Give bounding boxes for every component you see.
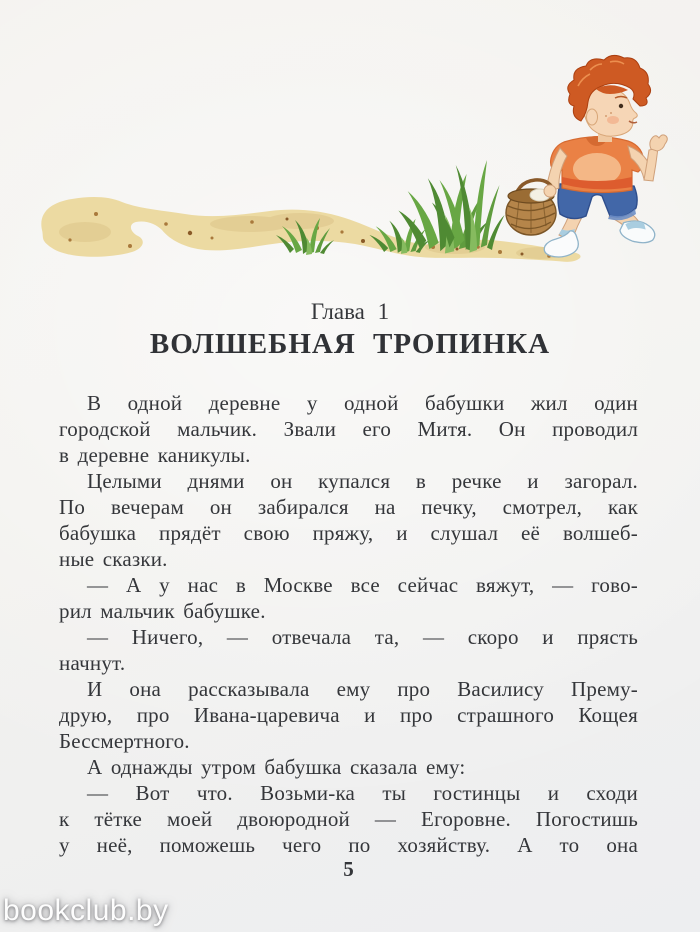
chapter-label: Глава 1 [310,299,390,324]
text-line: рил мальчик бабушке. [59,599,266,623]
text-line: к тётке моей двоюродной — Егоровне. Погостишь [59,807,638,831]
watermark: bookclub.by [3,894,169,927]
text-line: В одной деревне у одной бабушки жил один [87,391,638,415]
text-line: Целыми днями он купался в речке и загорал. [87,469,638,493]
text-line: По вечерам он забирался на печку, смотрел, как [59,495,638,519]
body-text [59,390,638,858]
chapter-title: ВОЛШЕБНАЯ ТРОПИНКА [149,328,551,360]
text-line: — Вот что. Возьми-ка ты гостинцы и сходи [87,781,638,805]
text-line: друю, про Ивана-царевича и про страшного Кощея [59,703,638,727]
text-line: — А у нас в Москве все сейчас вяжут, — гово- [87,573,638,597]
text-line: А однажды утром бабушка сказала ему: [87,755,466,779]
text-line: бабушка прядёт свою пряжу, и слушал её волшеб- [59,521,638,545]
text-line: начнут. [59,651,126,675]
text-line: И она рассказывала ему про Василису Прему- [87,677,638,701]
text-line: — Ничего, — отвечала та, — скоро и прясть [87,625,638,649]
chapter-illustration [0,0,700,290]
text-line: городской мальчик. Звали его Митя. Он проводил [59,417,638,441]
text-line: у неё, поможешь чего по хозяйству. А то она [59,833,638,857]
text-line: Бессмертного. [59,729,190,753]
page-number: 5 [343,857,354,881]
text-line: в деревне каникулы. [59,443,251,467]
running-boy-illustration [506,55,667,257]
text-line: ные сказки. [59,547,168,571]
